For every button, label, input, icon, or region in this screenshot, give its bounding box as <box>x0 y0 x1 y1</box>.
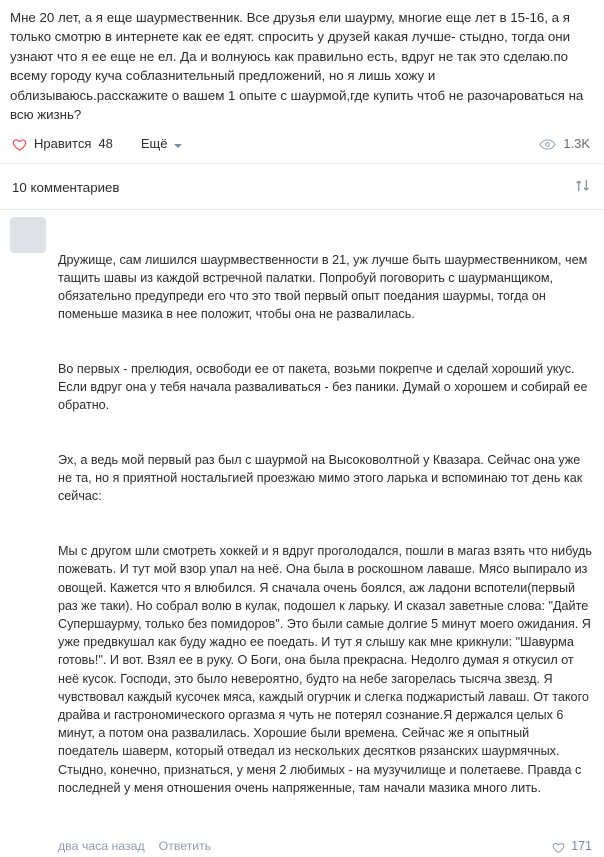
comment-paragraph: Во первых - прелюдия, освободи ее от пакета, возьми покрепче и сделай хороший укус. Если вдруг она у тебя начала разваливаться - без паники. Думай о хорошем и собирай ее обратно. <box>58 362 591 413</box>
view-counter <box>539 136 590 151</box>
more-button[interactable] <box>141 136 183 151</box>
heart-icon <box>552 841 565 854</box>
post-actions <box>0 124 604 163</box>
comment-like-button[interactable] <box>552 839 592 853</box>
post-text: Мне 20 лет, а я еще шаурмественник. Все друзья ели шаурму, многие еще лет в 15-16, а я только смотрю в интернете как ее едят. спросить у друзей какая лучше- стыдно, тогда они узнают что я ее еще не ел. Да и волнуюсь как правильно есть, вдруг не так это сделаю.по всему городу куча соблазнительный предложений, но я лишь хожу и облизываюсь.расскажите о вашем 1 опыте с шаурмой,где купить чтоб не разочароваться на всю жизнь? <box>10 10 588 123</box>
comment-timestamp[interactable]: два часа назад <box>58 839 145 854</box>
avatar[interactable] <box>10 217 46 253</box>
chevron-down-icon <box>174 144 182 148</box>
comment-body <box>58 214 596 854</box>
heart-icon <box>12 137 27 152</box>
comment-item <box>0 210 604 853</box>
comment-paragraph: Мы с другом шли смотреть хоккей и я вдруг проголодался, пошли в магаз взять что нибудь пожевать. И тут мой взор упал на неё. Она была в роскошном лаваше. Мясо выпирало из овощей. Кажется что я влюбился. Я сначала очень боялся, аж ладони вспотели(первый раз же таки). Но собрал волю в кулак, подошел к ларьку. И сказал заветные слова: "Дайте Супершаурму, только без помидоров". Это были самые долгие 5 минут моего ожидания. Я уже предвкушал как буду жадно ее поедать. И тут я слышу как мне крикнули: "Шавурма готовь!". И вот. Взял ее в руку. О Боги, она была прекрасна. Недолго думая я откусил от неё кусок. Господи, это было невероятно, будто на небе загорелась тысяча звезд. Я чувствовал каждый кусочек мяса, каждый огурчик и слегка поджаристый лаваш. От такого драйва и гастрономического оргазма я чуть не потерял сознание.Я держался целых 6 минут, а потом она развалилась. Хорошие были времена. Сейчас же я опытный поедатель шаверм, который отведал из нескольких десятков рязанских шаурмячных. Стыдно, конечно, признаться, у меня 2 любимых - на музучилище и полетаеве. Правда с последней у меня отношения очень напряженные, там начали мазика много лить. <box>58 544 596 795</box>
comments-header <box>0 164 604 209</box>
comment-paragraph: Дружище, сам лишился шаурмвественности в 21, уж лучше быть шаурмественником, чем тащить шавы из каждой встречной палатки. Попробуй поговорить с шаурманщиком, обязательно предупреди его что это твой первый опыт поедания шаурмы, тогда он поменьше мазика в нее положит, чтобы она не развалилась. <box>58 252 591 322</box>
views-count: 1.3K <box>563 136 590 152</box>
comment-like-count: 171 <box>571 839 592 854</box>
post-container <box>0 0 604 124</box>
reply-button[interactable]: Ответить <box>158 839 212 854</box>
like-count: 48 <box>98 136 113 152</box>
like-button[interactable] <box>12 136 113 151</box>
comment-text <box>58 214 596 833</box>
sort-arrows-icon[interactable] <box>575 179 590 195</box>
comments-count-label: 10 комментариев <box>12 179 120 195</box>
like-label: Нравится <box>34 136 92 152</box>
comment-paragraph: Эх, а ведь мой первый раз был с шаурмой на Высоковолтной у Квазара. Сейчас она уже не та, но я приятной ностальгией проезжаю мимо этого ларька и вспоминаю тот день как сейчас: <box>58 453 586 504</box>
eye-icon <box>539 138 556 149</box>
more-label: Ещё <box>140 136 168 152</box>
comment-footer <box>58 833 592 853</box>
